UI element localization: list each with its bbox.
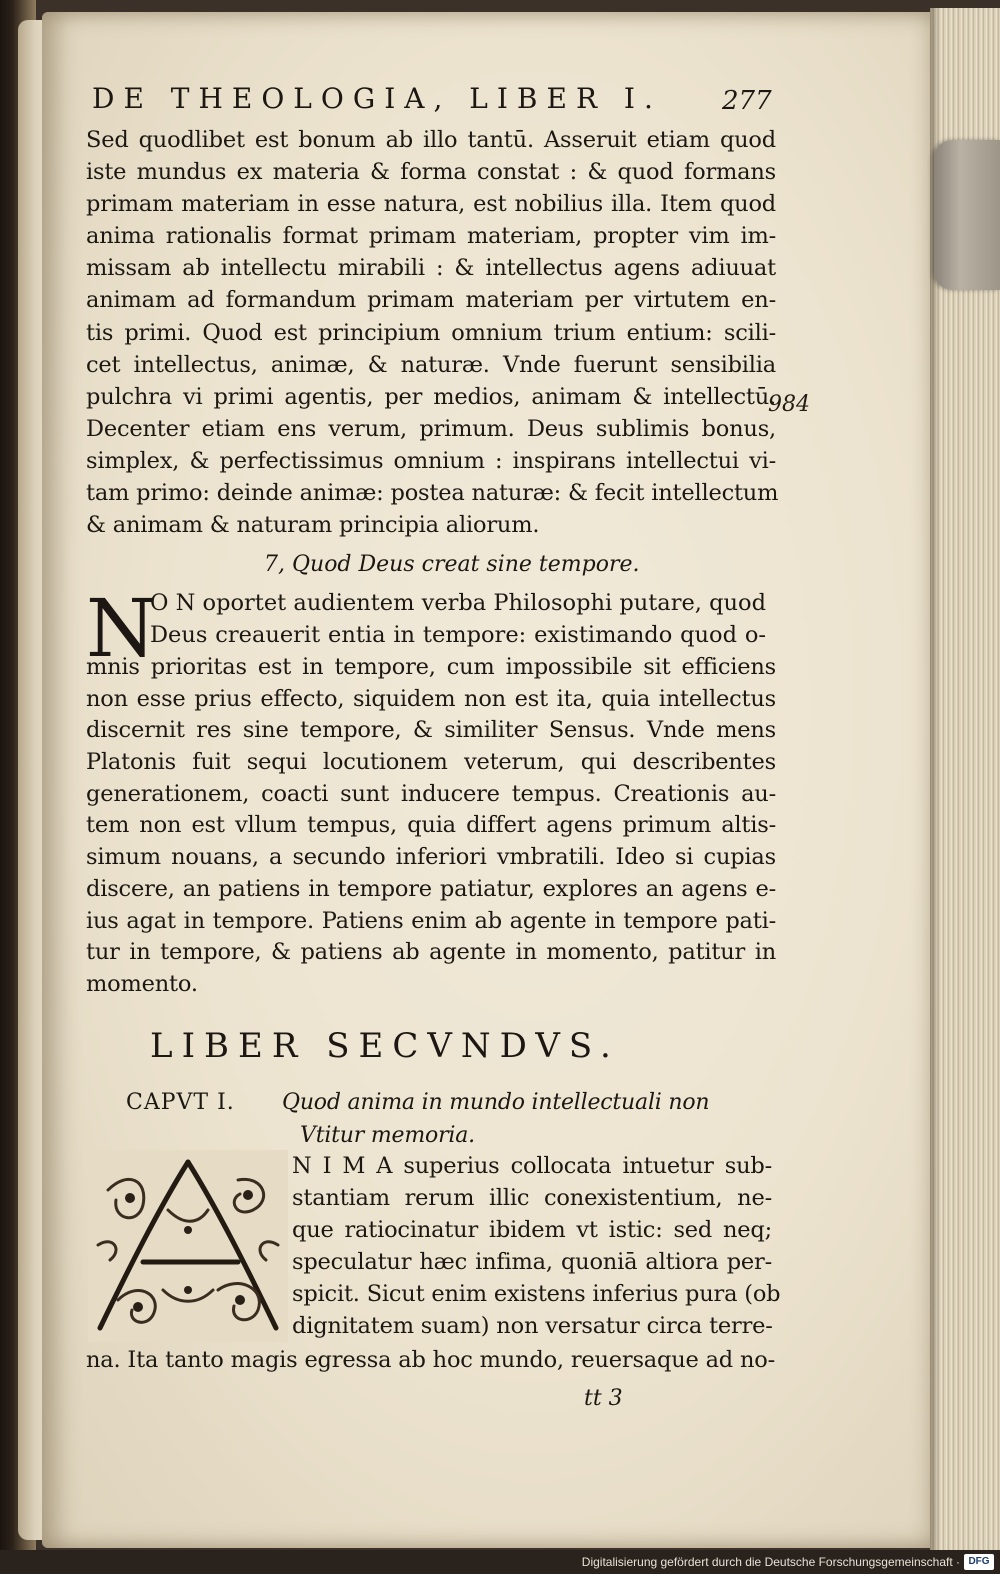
- text-line: discernit res sine tempore, & similiter Sensus. Vnde mens: [86, 717, 776, 744]
- text-line: Decenter etiam ens verum, primum. Deus sublimis bonus,: [86, 415, 776, 442]
- paragraph-1: [86, 124, 779, 541]
- digitization-credit: Digitalisierung gefördert durch die Deutsche Forschungsgemeinschaft ·: [581, 1555, 960, 1569]
- signature-mark: tt 3: [584, 1386, 623, 1411]
- text-line: Sed quodlibet est bonum ab illo tantū. Asseruit etiam quod: [86, 127, 776, 153]
- book-title: LIBER SECVNDVS.: [150, 1026, 620, 1066]
- text-line: anima rationalis format primam materiam, propter vim im-: [86, 223, 776, 250]
- drop-initial: N: [86, 582, 156, 675]
- text-line: stantiam rerum illic conexistentium, ne-: [292, 1185, 772, 1211]
- dfg-logo: DFG: [964, 1554, 994, 1570]
- text-line: tem non est vllum tempus, quia differt agens primum altis-: [86, 812, 776, 839]
- text-line: speculatur hæc infima, quoniā altiora per-: [292, 1249, 772, 1275]
- chapter-title: [282, 1086, 752, 1152]
- text-line: dignitatem suam) non versatur circa terre-: [292, 1313, 773, 1339]
- chapter-title-line: Quod anima in mundo intellectuali non: [282, 1090, 710, 1115]
- section-heading: 7, Quod Deus creat sine tempore.: [264, 552, 640, 577]
- paragraph-chapter-1: [86, 1344, 775, 1376]
- woodcut-ornament-icon: [88, 1150, 288, 1342]
- text-line: Deus creauerit entia in tempore: existimando quod o-: [150, 622, 766, 648]
- clip-tab: [934, 140, 1000, 290]
- text-line: que ratiocinatur ibidem vt istic: sed neq;: [292, 1217, 772, 1243]
- running-header: [92, 82, 792, 122]
- text-line: momento.: [86, 970, 198, 997]
- text-line: pulchra vi primi agentis, per medios, animam & intellectū.: [86, 383, 776, 410]
- text-line: tam primo: deinde animæ: postea naturæ: & fecit intellectum: [86, 480, 779, 507]
- text-line: spicit. Sicut enim existens inferius pura (ob: [292, 1281, 781, 1307]
- woodcut-initial-a: [88, 1150, 288, 1342]
- text-line: tur in tempore, & patiens ab agente in momento, patitur in: [86, 939, 776, 966]
- text-line: cet intellectus, animæ, & naturæ. Vnde fuerunt sensibilia: [86, 351, 776, 378]
- chapter-title-line: Vtitur memoria.: [300, 1123, 475, 1148]
- text-line: simplex, & perfectissimus omnium : inspirans intellectui vi-: [86, 447, 776, 474]
- text-line: tis primi. Quod est principium omnium trium entium: scili-: [86, 319, 776, 346]
- text-line: generationem, coacti sunt inducere tempus. Creationis au-: [86, 780, 776, 807]
- text-line: ius agat in tempore. Patiens enim ab agente in tempore pati-: [86, 907, 776, 934]
- text-line: N I M A superius collocata intuetur sub-: [292, 1153, 772, 1179]
- page-number: 277: [722, 86, 772, 116]
- text-line: O N oportet audientem verba Philosophi putare, quod: [150, 590, 766, 616]
- text-line: na. Ita tanto magis egressa ab hoc mundo, reuersaque ad no-: [86, 1347, 775, 1373]
- text-line: simum nouans, a secundo inferiori vmbratili. Ideo si cupias: [86, 844, 776, 871]
- text-line: discere, an patiens in tempore patiatur, explores an agens e-: [86, 875, 776, 902]
- running-title: DE THEOLOGIA, LIBER I.: [92, 82, 662, 115]
- margin-note: 984: [768, 392, 810, 417]
- text-line: & animam & naturam principia aliorum.: [86, 512, 540, 539]
- text-line: animam ad formandum primam materiam per virtutem en-: [86, 287, 776, 314]
- text-line: non esse prius effecto, siquidem non est ita, quia intellectus: [86, 685, 776, 712]
- text-line: mnis prioritas est in tempore, cum impossibile sit efficiens: [86, 654, 776, 680]
- paragraph-chapter-1-beside-initial: [292, 1150, 781, 1342]
- paragraph-section-7: [86, 652, 776, 1001]
- text-line: primam materiam in esse natura, est nobilius illa. Item quod: [86, 191, 776, 218]
- text-line: missam ab intellectu mirabili : & intellectus agens adiuuat: [86, 255, 776, 282]
- chapter-label: CAPVT I.: [126, 1090, 235, 1115]
- text-line: Platonis fuit sequi locutionem veterum, qui describentes: [86, 749, 776, 776]
- text-line: iste mundus ex materia & forma constat : & quod formans: [86, 159, 776, 186]
